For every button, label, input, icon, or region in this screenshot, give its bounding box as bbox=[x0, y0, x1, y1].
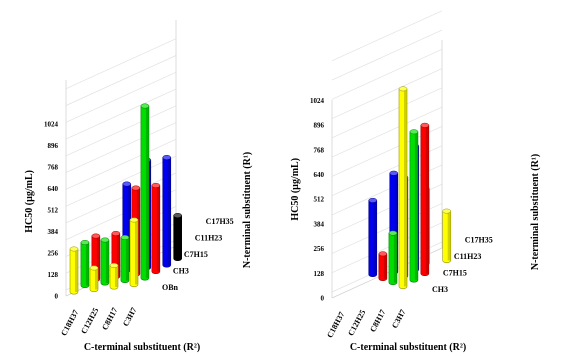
y-axis-title: HC50 (µg/mL) bbox=[24, 170, 35, 233]
z-axis-title: N-terminal substituent (R¹) bbox=[530, 153, 541, 271]
y-tick-label: 512 bbox=[47, 206, 58, 215]
series-label: CH3 bbox=[172, 266, 189, 276]
y-tick-label: 0 bbox=[54, 292, 58, 301]
bar-CH3-C8H17 bbox=[121, 235, 129, 282]
bar-C11H23-C3H7 bbox=[421, 123, 429, 276]
bar-C7H15-C3H7 bbox=[410, 130, 418, 283]
y-tick-label: 384 bbox=[313, 220, 324, 229]
y-tick-label: 1024 bbox=[44, 120, 58, 129]
category-label: C8H17 bbox=[100, 306, 120, 332]
y-tick-label: 384 bbox=[47, 227, 58, 236]
category-label: C18H37 bbox=[59, 308, 81, 338]
bar-OBn-C12H25 bbox=[90, 266, 98, 292]
category-label: C18H37 bbox=[325, 310, 347, 340]
y-axis-title: HC50 (µg/mL) bbox=[290, 157, 301, 221]
series-label: C11H23 bbox=[453, 252, 482, 261]
bar-CH3-C3H7 bbox=[141, 104, 149, 280]
series-label: C17H35 bbox=[205, 217, 234, 226]
bar-OBn-C18H37 bbox=[70, 247, 78, 294]
series-label: C7H15 bbox=[183, 250, 208, 259]
bar-C7H15-C3H7 bbox=[152, 183, 160, 273]
category-label: C12H25 bbox=[346, 308, 368, 338]
category-label: C3H7 bbox=[121, 305, 139, 328]
y-tick-label: 128 bbox=[313, 269, 324, 278]
category-label: C12H25 bbox=[79, 306, 101, 336]
y-tick-label: 1024 bbox=[310, 96, 324, 105]
bar-CH3-C18H37 bbox=[81, 240, 89, 287]
bar-C11H23-C3H7 bbox=[163, 155, 171, 267]
series-label: C11H23 bbox=[194, 233, 223, 243]
y-tick-label: 256 bbox=[47, 249, 58, 258]
chart-panel-1 bbox=[24, 20, 253, 353]
y-tick-label: 768 bbox=[313, 146, 324, 155]
y-tick-label: 128 bbox=[47, 270, 58, 279]
bar-CH3-C12H25 bbox=[101, 238, 109, 285]
chart-panel-2 bbox=[290, 11, 541, 353]
y-tick-label: 640 bbox=[313, 170, 324, 179]
z-axis-title: N-terminal substituent (R¹) bbox=[242, 151, 253, 269]
category-label: C3H7 bbox=[390, 307, 408, 330]
bar-CH3-C3H7 bbox=[399, 87, 407, 289]
series-label: OBn bbox=[162, 283, 179, 292]
bar-series-C3H7 bbox=[443, 209, 451, 263]
x-axis-title: C-terminal substituent (R²) bbox=[349, 342, 467, 353]
y-tick-label: 896 bbox=[47, 141, 58, 150]
y-tick-label: 512 bbox=[313, 195, 324, 204]
y-tick-label: 768 bbox=[47, 163, 58, 172]
series-label: C7H15 bbox=[442, 268, 467, 278]
bar-C17H35-C3H7 bbox=[174, 213, 182, 260]
y-tick-label: 256 bbox=[313, 245, 324, 254]
bar-OBn-C3H7 bbox=[130, 218, 138, 287]
bar-OBn-C8H17 bbox=[110, 263, 118, 289]
series-label: C17H35 bbox=[464, 235, 493, 245]
bar-C7H15-C8H17 bbox=[389, 231, 397, 285]
series-label: CH3 bbox=[432, 285, 448, 294]
y-tick-label: 896 bbox=[313, 121, 324, 130]
y-tick-label: 0 bbox=[320, 294, 324, 303]
bar-C11H23-C12H25 bbox=[379, 252, 387, 281]
category-label: C8H17 bbox=[368, 308, 388, 334]
x-axis-title: C-terminal substituent (R²) bbox=[83, 342, 201, 353]
y-tick-label: 640 bbox=[47, 184, 58, 193]
bar-C17H35-C18H37 bbox=[369, 198, 377, 277]
